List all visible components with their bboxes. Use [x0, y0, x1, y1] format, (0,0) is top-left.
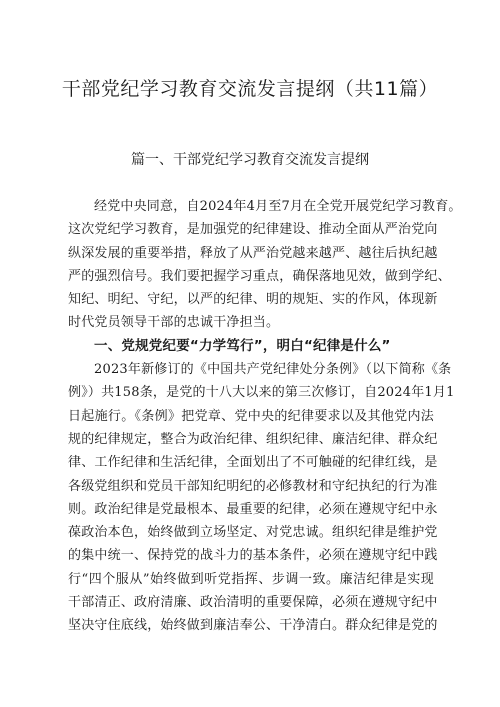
text-line: 葆政治本色，始终做到立场坚定、对党忠诚。组织纪律是维护党	[68, 525, 438, 541]
text-line: 规的纪律规定，整合为政治纪律、组织纪律、廉洁纪律、群众纪	[68, 431, 438, 447]
text-line: 各级党组织和党员干部知纪明纪的必修教材和守纪执纪的行为准	[68, 478, 438, 494]
text-line: 的集中统一、保持党的战斗力的基本条件，必须在遵规守纪中践	[68, 548, 438, 564]
text-line: 行“四个服从”始终做到听党指挥、步调一致。廉洁纪律是实现	[68, 571, 434, 587]
text-line: 坚决守住底线，始终做到廉洁奉公、干净清白。群众纪律是党的	[68, 618, 438, 634]
section-title: 篇一、干部党纪学习教育交流发言提纲	[131, 152, 369, 168]
text-line: 经党中央同意，自2024年4月至7月在全党开展党纪学习教育。	[94, 199, 462, 214]
text-line: 则。政治纪律是党最根本、最重要的纪律，必须在遵规守纪中永	[68, 501, 438, 517]
text-line: 知纪、明纪、守纪，以严的纪律、明的规矩、实的作风，体现新	[68, 292, 438, 308]
text-line: 例》）共158条，是党的十八大以来的第三次修订，自2024年1月1	[68, 385, 455, 401]
text-line: 干部清正、政府清廉、政治清明的重要保障，必须在遵规守纪中	[68, 595, 438, 611]
document-title: 干部党纪学习教育交流发言提纲（共11篇）	[61, 78, 439, 100]
text-line: 这次党纪学习教育，是加强党的纪律建设、推动全面从严治党向	[68, 222, 438, 238]
text-line: 时代党员领导干部的忠诚干净担当。	[68, 315, 280, 331]
text-line: 2023年新修订的《中国共产党纪律处分条例》（以下简称《条	[94, 362, 452, 378]
text-line: 纵深发展的重要举措，释放了从严治党越来越严、越往后执纪越	[68, 245, 438, 261]
section-heading: 一、党规党纪要“力学笃行”，明白“纪律是什么”	[94, 337, 391, 354]
text-line: 日起施行。《条例》把党章、党中央的纪律要求以及其他党内法	[68, 408, 434, 424]
text-line: 严的强烈信号。我们要把握学习重点，确保落地见效，做到学纪、	[68, 268, 451, 284]
text-line: 律、工作纪律和生活纪律，全面划出了不可触碰的纪律红线，是	[68, 455, 438, 471]
document-body	[68, 195, 462, 638]
